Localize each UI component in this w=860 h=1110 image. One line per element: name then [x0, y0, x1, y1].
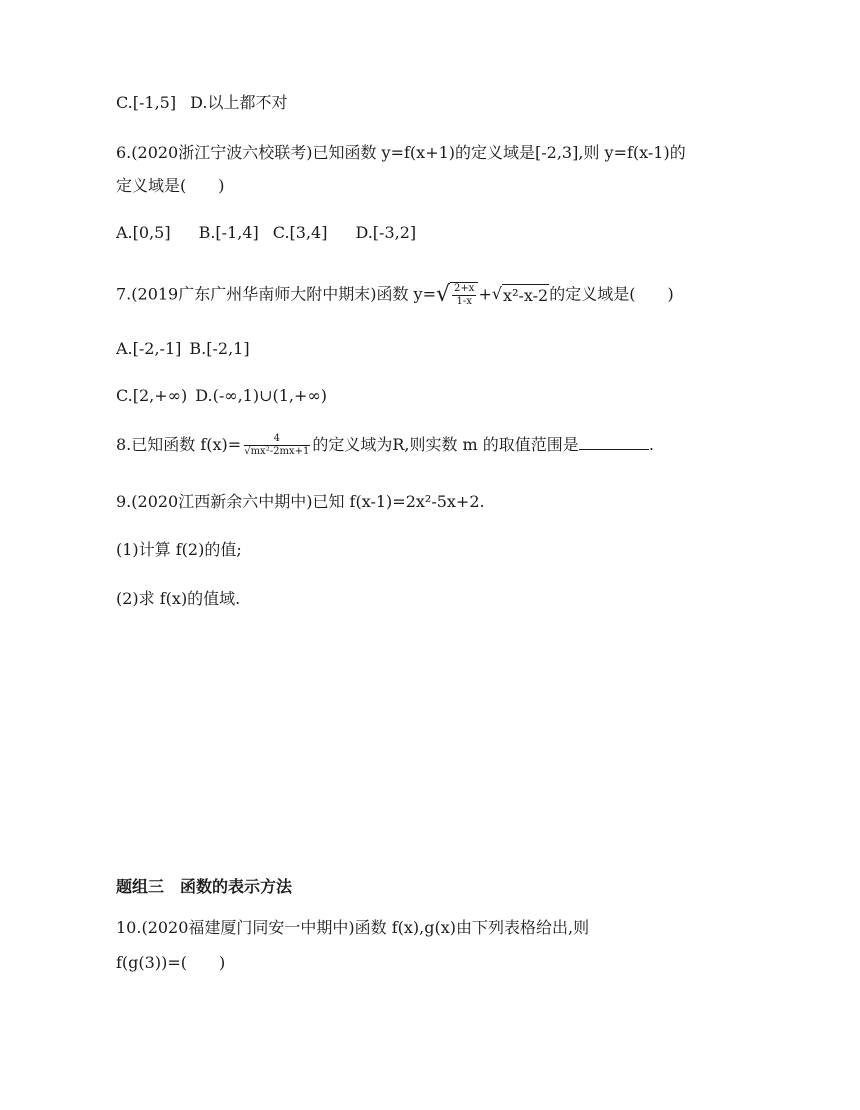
radical-2-body: x²-x-2	[503, 285, 549, 305]
q7-stem	[116, 282, 674, 308]
q9-part2: (2)求 f(x)的值域.	[116, 589, 241, 608]
frac-num: 2+x	[454, 283, 475, 294]
fraction	[452, 283, 476, 308]
option-d: D.以上都不对	[190, 93, 288, 112]
q7-options-cd	[116, 385, 327, 407]
q6-options	[116, 222, 416, 244]
q7-prefix: 7.(2019广东广州华南师大附中期末)函数 y=	[116, 284, 437, 304]
option-c: C.[-1,5]	[116, 93, 177, 112]
option-b: B.[-1,4]	[198, 223, 259, 242]
section-heading: 题组三 函数的表示方法	[116, 877, 293, 896]
option-a: A.[0,5]	[116, 223, 171, 242]
q9-line1: 9.(2020江西新余六中期中)已知 f(x-1)=2x²-5x+2.	[116, 492, 485, 511]
option-c: C.[2,+∞)	[116, 386, 188, 405]
option-d: D.[-3,2]	[355, 223, 417, 242]
frac-den: 1-x	[456, 296, 472, 307]
q8-prefix: 8.已知函数 f(x)=	[116, 435, 242, 454]
q7-suffix: 的定义域是( )	[549, 284, 674, 304]
answer-blank	[579, 435, 649, 450]
plus-sign: +	[478, 284, 492, 304]
radical-2: √ x²-x-2	[491, 283, 549, 305]
q9-part1: (1)计算 f(2)的值;	[116, 540, 242, 559]
q10-line1: 10.(2020福建厦门同安一中期中)函数 f(x),g(x)由下列表格给出,则	[116, 918, 590, 937]
q8-fraction: $\frac{4}{\text{√mx²-2mx+1}}$	[244, 433, 310, 457]
option-a: A.[-2,-1]	[116, 339, 182, 358]
q7-options-ab	[116, 338, 250, 360]
q8-end: .	[648, 435, 654, 454]
q10-line2: f(g(3))=( )	[116, 953, 226, 972]
option-c: C.[3,4]	[272, 223, 328, 242]
option-b: B.[-2,1]	[189, 339, 250, 358]
q8-stem	[116, 433, 654, 458]
radical-1: √ $\frac{2+x}{1-x}$	[436, 282, 478, 308]
line-c5	[116, 92, 287, 114]
option-d: D.(-∞,1)∪(1,+∞)	[195, 386, 327, 405]
q8-num: 4	[244, 433, 310, 446]
q8-den: mx²-2mx+1	[250, 446, 310, 457]
q6-line2: 定义域是( )	[116, 176, 225, 195]
q6-line1: 6.(2020浙江宁波六校联考)已知函数 y=f(x+1)的定义域是[-2,3],则 y=f(x-1)的	[116, 143, 686, 162]
q8-suffix: 的定义域为R,则实数 m 的取值范围是	[312, 435, 579, 454]
